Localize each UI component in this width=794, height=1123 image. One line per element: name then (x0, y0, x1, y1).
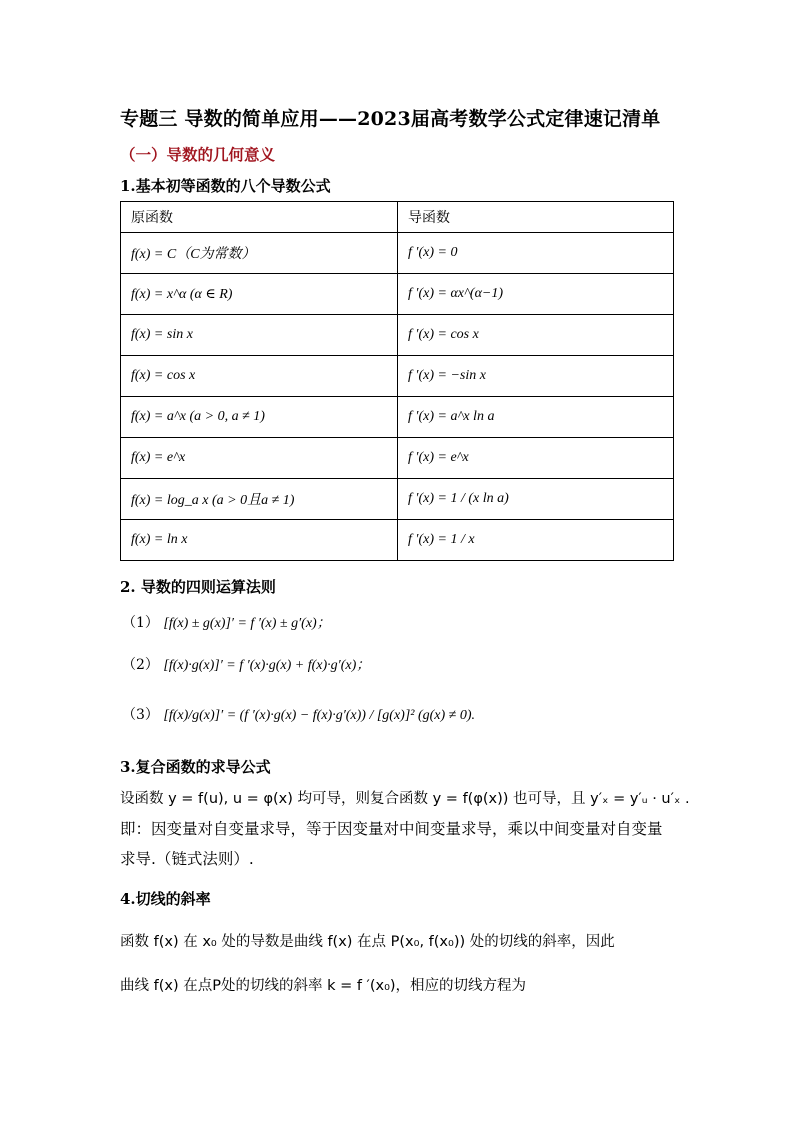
rule-label: （2） (122, 657, 159, 673)
table-cell-original: f(x) = sin x (121, 315, 398, 356)
subheading-chain-rule: 3.复合函数的求导公式 (120, 758, 271, 776)
table-row (121, 233, 674, 274)
table-cell-derivative: f ′(x) = cos x (398, 315, 674, 356)
table-cell-derivative: f ′(x) = a^x ln a (398, 397, 674, 438)
rule-formula: [f(x)·g(x)]′ = f ′(x)·g(x) + f(x)·g′(x)； (163, 658, 371, 673)
table-row (121, 315, 674, 356)
table-cell-original: f(x) = cos x (121, 356, 398, 397)
chain-rule-line: 设函数 y = f(u), u = φ(x) 均可导，则复合函数 y = f(φ(x)) 也可导，且 y′ₓ = y′ᵤ · u′ₓ . (120, 791, 690, 807)
table-cell-original: f(x) = x^α (α ∈ R) (121, 274, 398, 315)
subheading-tangent-slope: 4.切线的斜率 (120, 890, 211, 908)
table-row (121, 479, 674, 520)
table-cell-derivative: f ′(x) = αx^(α−1) (398, 274, 674, 315)
table-header-row (121, 202, 674, 233)
rule-label: （3） (122, 707, 159, 723)
table-cell-derivative: f ′(x) = 0 (398, 233, 674, 274)
table-cell-original: f(x) = e^x (121, 438, 398, 479)
tangent-slope-paragraph (120, 920, 676, 1008)
table-cell-derivative: f ′(x) = e^x (398, 438, 674, 479)
table-row (121, 438, 674, 479)
rule-quotient (122, 704, 475, 724)
rule-sum (122, 612, 331, 632)
table-row (121, 356, 674, 397)
table-cell-derivative: f ′(x) = 1 / x (398, 520, 674, 561)
table-cell-original: f(x) = ln x (121, 520, 398, 561)
page-title: 专题三 导数的简单应用——2023届高考数学公式定律速记清单 (120, 108, 661, 130)
table-cell-original: f(x) = log_a x (a > 0且a ≠ 1) (121, 479, 398, 520)
tangent-slope-line: 曲线 f(x) 在点P处的切线的斜率 k = f ′(x₀)，相应的切线方程为 (120, 978, 527, 994)
table-cell-original: f(x) = a^x (a > 0, a ≠ 1) (121, 397, 398, 438)
subheading-derivative-formulas: 1.基本初等函数的八个导数公式 (120, 177, 331, 195)
table-cell-derivative: f ′(x) = −sin x (398, 356, 674, 397)
chain-rule-paragraph (120, 784, 690, 874)
subheading-arithmetic-rules: 2. 导数的四则运算法则 (120, 578, 276, 596)
table-cell-original: f(x) = C（C为常数） (121, 233, 398, 274)
derivative-formula-table (120, 201, 674, 561)
rule-product (122, 654, 370, 674)
table-row (121, 397, 674, 438)
table-header-original: 原函数 (121, 202, 398, 233)
section-heading-geometric-meaning: （一）导数的几何意义 (120, 145, 276, 164)
table-row (121, 274, 674, 315)
table-row (121, 520, 674, 561)
table-header-derivative: 导函数 (398, 202, 674, 233)
rule-formula: [f(x) ± g(x)]′ = f ′(x) ± g′(x)； (163, 616, 331, 631)
chain-rule-line: 求导.（链式法则）. (120, 850, 254, 868)
tangent-slope-line: 函数 f(x) 在 x₀ 处的导数是曲线 f(x) 在点 P(x₀, f(x₀)) 处的切线的斜率，因此 (120, 934, 615, 950)
rule-label: （1） (122, 615, 159, 631)
rule-formula: [f(x)/g(x)]′ = (f ′(x)·g(x) − f(x)·g′(x)) / [g(x)]² (g(x) ≠ 0). (163, 708, 476, 723)
table-cell-derivative: f ′(x) = 1 / (x ln a) (398, 479, 674, 520)
chain-rule-line: 即：因变量对自变量求导，等于因变量对中间变量求导，乘以中间变量对自变量 (120, 820, 663, 838)
